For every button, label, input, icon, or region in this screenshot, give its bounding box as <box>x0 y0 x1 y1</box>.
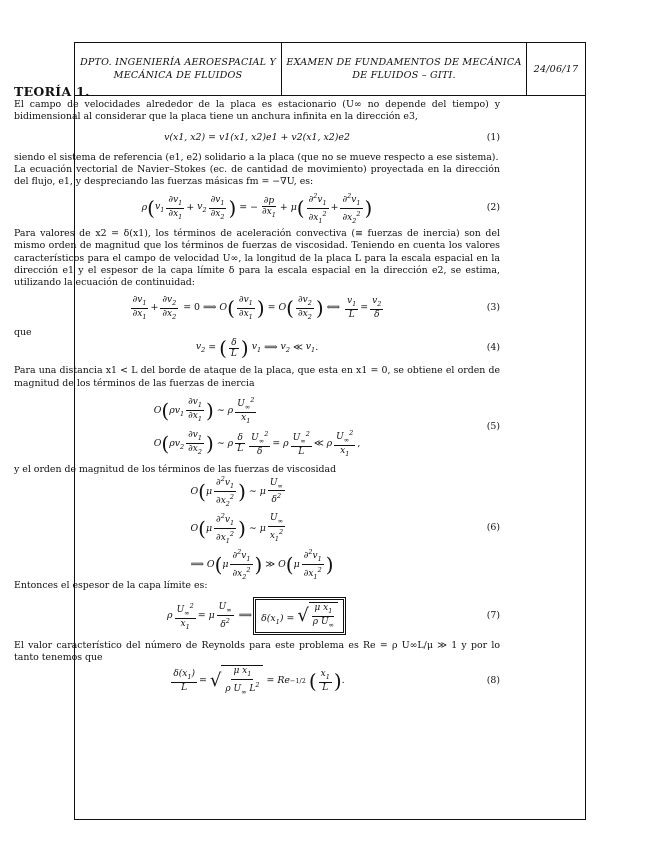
paragraph-7: y el orden de magnitud de los términos de las fuerzas de viscosidad <box>14 463 337 475</box>
equation-number-8: (8) <box>486 674 500 686</box>
date-cell: 24/06/17 <box>533 63 579 75</box>
boundary-layer-thickness-box: $\delta(x_1)$ = √ $\frac{\mu x_1}{\rho U_\infty}$ <box>255 599 344 633</box>
equation-7: ρ $\frac{U_\infty^2}{x_1}$ = μ $\frac{U_\infty}{\delta^2}$ ⟹ $\delta(x_1)$ = √ $\frac{\mu x_1}{\rho U_\infty}$ . (7) <box>14 592 500 640</box>
paragraph-6: Para una distancia x1 < L del borde de ataque de la placa, que esta en x1 = 0, se obtiene el orden de magnitud de los términos de las fuerzas de inercia <box>14 365 500 389</box>
document-body <box>14 86 500 697</box>
equation-5: $O(\rho v_1$ $\frac{\partial v_1}{\partial x_1}$ ) ∼ ρ $\frac{U_\infty^2}{x_1}$ $O(\rho v_2$ $\frac{\partial v_1}{\partial x_2}$ ) ∼ ρ $\frac{\delta}{L}$ $\frac{U_\infty^2}{\delta}$ = ρ $\frac{U_\infty^2}{L}$ ≪ ρ $\frac{U_\infty^2}{x_1}$ , (5) <box>153 396 500 458</box>
equation-4: $v_2$ = ( $\frac{\delta}{L}$ ) $v_1$ ⟹ $v_2$ ≪ $v_1$ . (4) <box>195 336 500 361</box>
paragraph-5: que <box>14 327 32 339</box>
equation-number-4: (4) <box>486 342 500 354</box>
paragraph-3: La ecuación vectorial de Navier–Stokes (ec. de cantidad de movimiento) proyectada en la dirección del flujo, e1, y despreciando las fuerzas másicas fm = −∇U, es: <box>14 163 500 188</box>
paragraph-8: Entonces el espesor de la capa límite es: <box>14 580 208 592</box>
equation-number-6: (6) <box>486 521 500 533</box>
paragraph-9: El valor característico del número de Reynolds para este problema es Re = ρ U∞L/μ ≫ 1 y por lo tanto tenemos que <box>14 640 500 664</box>
equation-number-1: (1) <box>486 131 500 143</box>
paragraph-4: Para valores de x2 = δ(x1), los términos de aceleración convectiva (≡ fuerzas de inercia) son del mismo orden de magnitud que los términos de fuerzas de viscosidad. Teniendo en cuenta los valores característicos para el campo de velocidad U∞, la longitud de la placa L para la escala espacial en la dirección e1 y el espesor de la capa límite δ para la escala espacial en la dirección e2, se estima, utilizando la ecuación de continuidad: <box>14 228 500 289</box>
equation-1 <box>14 124 500 152</box>
department-cell: DPTO. INGENIERÍA AEROESPACIAL Y MECÁNICA DE FLUIDOS <box>75 43 282 95</box>
equation-number-3: (3) <box>486 302 500 314</box>
equation-3: $\frac{\partial v_1}{\partial x_1}$ + $\frac{\partial v_2}{\partial x_2}$ = 0 ⟹ O ( $\frac{\partial v_1}{\partial x_1}$ ) = O ( $\frac{\partial v_2}{\partial x_2}$ ) ⟺ $\frac{v_1}{L}$ = $\frac{v_2}{\delta}$ (3) <box>132 294 500 321</box>
exam-title-cell: EXAMEN DE FUNDAMENTOS DE MECÁNICA DE FLUIDOS – GITI. <box>282 43 527 95</box>
equation-number-2: (2) <box>486 202 500 214</box>
equation-1-body: v(x1, x2) = v1(x1, x2)e1 + v2(x1, x2)e2 <box>164 131 350 143</box>
equation-6: O(μ $\frac{\partial^2v_1}{\partial x_2^2}$ ) ∼ μ $\frac{U_\infty}{\delta^2}$ O(μ $\frac{\partial^2v_1}{\partial x_1^2}$ ) ∼ μ $\frac{U_\infty}{x_1^2}$ ⟹ O(μ $\frac{\partial^2v_1}{\partial x_2^2}$ ) ≫ O(μ $\frac{\partial^2v_1}{\partial x_1^2}$ ) (6) <box>190 475 500 581</box>
equation-number-7: (7) <box>486 610 500 622</box>
equation-2: ρ ( $v_1$ $\frac{\partial v_1}{\partial x_1}$ + $v_2$ $\frac{\partial v_1}{\partial x_2}$ ) = − $\frac{\partial p}{\partial x_1}$ + μ ( $\frac{\partial^2v_1}{\partial x_1^2}$ + $\frac{\partial^2v_1}{\partial x_2^2}$ ) (2) <box>141 191 500 225</box>
equation-number-5: (5) <box>486 420 500 432</box>
paragraph-2: siendo el sistema de referencia (e1, e2) solidario a la placa (que no se mueve respecto a ese sistema). <box>14 151 499 163</box>
equation-8: $\frac{\delta(x_1)}{L}$ = √ $\frac{\mu x_1}{\rho U_\infty L^2}$ = Re −1/2 ( $\frac{x_1}{L}$ ) . (8) <box>173 665 500 696</box>
paragraph-1: El campo de velocidades alrededor de la placa es estacionario (U∞ no depende del tiempo) y bidimensional al considerar que la placa tiene un anchura infinita en la dirección e3, <box>14 99 500 123</box>
section-title: TEORÍA 1. <box>14 84 90 99</box>
